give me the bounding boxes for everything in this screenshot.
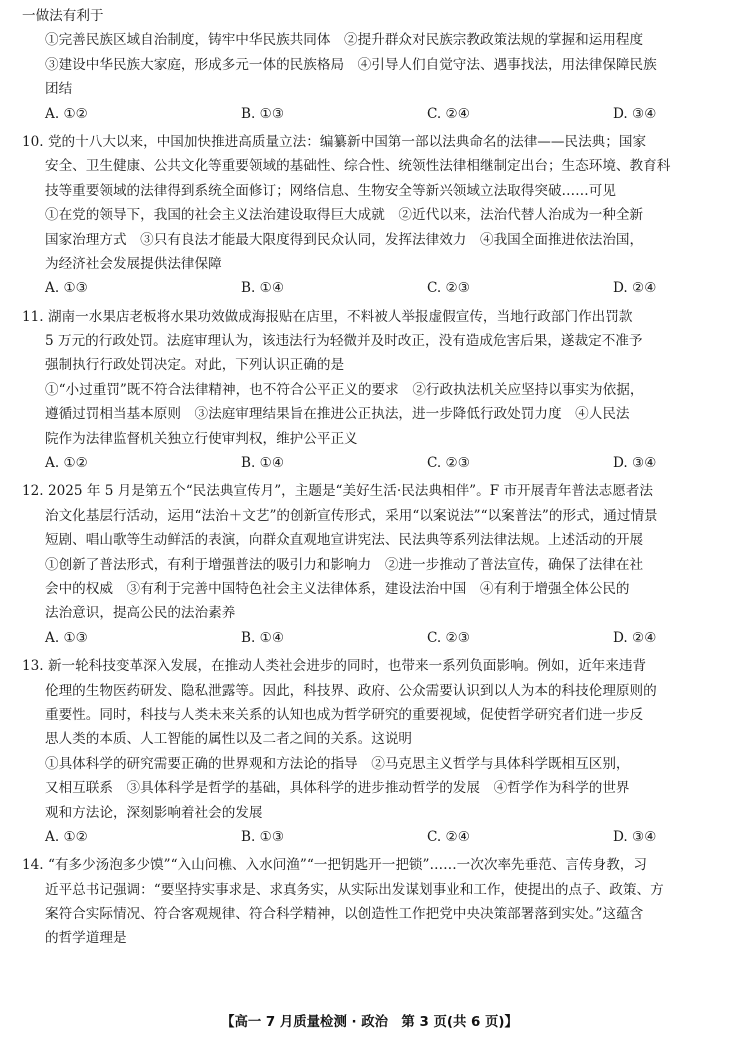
- statement-line: ①完善民族区域自治制度，铸牢中华民族共同体 ②提升群众对民族宗教政策法规的掌握和运用程度: [45, 32, 644, 49]
- statement-line: ①“小过重罚”既不符合法律精神，也不符合公平正义的要求 ②行政执法机关应坚持以事实为依据，: [45, 381, 644, 398]
- option-a[interactable]: A. ①③: [45, 629, 88, 646]
- option-b[interactable]: B. ①③: [241, 828, 285, 845]
- option-c[interactable]: C. ②③: [427, 629, 470, 646]
- question-stem-line: 一做法有利于: [22, 8, 104, 24]
- answer-options: [22, 825, 722, 849]
- statement-line: 观和方法论，深刻影响着社会的发展: [45, 804, 263, 821]
- option-b[interactable]: B. ①④: [241, 629, 285, 646]
- question-9-continuation: [22, 4, 722, 126]
- option-a[interactable]: A. ①③: [45, 280, 88, 297]
- statement-line: ①在党的领导下，我国的社会主义法治建设取得巨大成就 ②近代以来，法治代替人治成为一种全新: [45, 207, 644, 224]
- option-a[interactable]: A. ①②: [45, 105, 88, 122]
- statement-line: 遵循过罚相当基本原则 ③法庭审理结果旨在推进公正执法，进一步降低行政处罚力度 ④人民法: [45, 406, 630, 423]
- statement-line: 团结: [45, 81, 73, 98]
- option-c[interactable]: C. ②④: [427, 828, 470, 845]
- statement-line: 会中的权威 ③有利于完善中国特色社会主义法律体系，建设法治中国 ④有利于增强全体公民的: [45, 580, 630, 597]
- question-stem-line: 短剧、唱山歌等生动鲜活的表演，向群众直观地宣讲宪法、民法典等系列法律法规。上述活动的开展: [45, 532, 644, 549]
- statement-line: 院作为法律监督机关独立行使审判权，维护公平正义: [45, 430, 358, 447]
- option-c[interactable]: C. ②③: [427, 455, 470, 472]
- option-b[interactable]: B. ①④: [241, 280, 285, 297]
- option-d[interactable]: D. ②④: [613, 629, 657, 646]
- option-d[interactable]: D. ③④: [613, 105, 657, 122]
- statement-line: ③建设中华民族大家庭，形成多元一体的民族格局 ④引导人们自觉守法、遇事找法，用法律保障民族: [45, 56, 657, 73]
- question-stem-line: 11. 湖南一水果店老板将水果功效做成海报贴在店里，不料被人举报虚假宣传，当地行政部门作出罚款: [22, 308, 633, 325]
- question-stem-line: 思人类的本质、人工智能的属性以及二者之间的关系。这说明: [45, 731, 413, 748]
- option-a[interactable]: A. ①②: [45, 828, 88, 845]
- question-stem-line: 12. 2025 年 5 月是第五个“民法典宣传月”，主题是“美好生活·民法典相伴”。F 市开展青年普法志愿者法: [22, 483, 653, 500]
- answer-options: [22, 451, 722, 475]
- option-d[interactable]: D. ②④: [613, 280, 657, 297]
- question-stem-line: 的哲学道理是: [45, 930, 127, 947]
- statement-line: ①创新了普法形式，有利于增强普法的吸引力和影响力 ②进一步推动了普法宣传，确保了法律在社: [45, 556, 644, 573]
- question-stem-line: 近平总书记强调：“要坚持实事求是、求真务实，从实际出发谋划事业和工作，使提出的点子、政策、方: [45, 881, 664, 898]
- statement-line: 为经济社会发展提供法律保障: [45, 255, 222, 272]
- page-content: [22, 4, 722, 951]
- statement-line: 又相互联系 ③具体科学是哲学的基础，具体科学的进步推动哲学的发展 ④哲学作为科学的世界: [45, 780, 630, 797]
- statement-line: ①具体科学的研究需要正确的世界观和方法论的指导 ②马克思主义哲学与具体科学既相互区别，: [45, 755, 630, 772]
- answer-options: [22, 276, 722, 300]
- question-stem-line: 伦理的生物医药研发、隐私泄露等。因此，科技界、政府、公众需要认识到以人为本的科技伦理原则的: [45, 682, 657, 699]
- question-stem-line: 治文化基层行活动，运用“法治＋文艺”的创新宣传形式，采用“以案说法”“以案普法”的形式，通过情景: [45, 507, 658, 524]
- option-b[interactable]: B. ①④: [241, 455, 285, 472]
- statement-line: 法治意识，提高公民的法治素养: [45, 605, 236, 622]
- option-c[interactable]: C. ②③: [427, 280, 470, 297]
- question-stem-line: 强制执行行政处罚决定。对此，下列认识正确的是: [45, 357, 345, 374]
- option-b[interactable]: B. ①③: [241, 105, 285, 122]
- option-d[interactable]: D. ③④: [613, 455, 657, 472]
- option-d[interactable]: D. ③④: [613, 828, 657, 845]
- question-10: [22, 130, 722, 301]
- question-13: [22, 654, 722, 849]
- question-stem-line: 技等重要领域的法律得到系统全面修订；网络信息、生物安全等新兴领域立法取得突破……可见: [45, 182, 616, 199]
- question-stem-line: 安全、卫生健康、公共文化等重要领域的基础性、综合性、统领性法律相继制定出台；生态环境、教育科: [45, 158, 671, 175]
- answer-options: [22, 626, 722, 650]
- option-a[interactable]: A. ①②: [45, 455, 88, 472]
- question-stem-line: 14. “有多少汤泡多少馍”“入山问樵、入水问渔”“一把钥匙开一把锁”……一次次率先垂范、言传身教，习: [22, 857, 647, 874]
- question-14: [22, 853, 722, 951]
- page-footer: 【高一 7 月质量检测 · 政治 第 3 页(共 6 页)】: [221, 1015, 518, 1030]
- answer-options: [22, 102, 722, 126]
- question-stem-line: 案符合实际情况、符合客观规律、符合科学精神，以创造性工作把党中央决策部署落到实处。”这蕴含: [45, 906, 644, 923]
- question-stem-line: 13. 新一轮科技变革深入发展，在推动人类社会进步的同时，也带来一系列负面影响。例如，近年来违背: [22, 658, 647, 675]
- question-stem-line: 重要性。同时，科技与人类未来关系的认知也成为哲学研究的重要视域，促使哲学研究者们进一步反: [45, 706, 644, 723]
- question-11: [22, 305, 722, 476]
- question-12: [22, 479, 722, 650]
- statement-line: 国家治理方式 ③只有良法才能最大限度得到民众认同，发挥法律效力 ④我国全面推进依法治国，: [45, 231, 644, 248]
- question-stem-line: 5 万元的行政处罚。法庭审理认为，该违法行为轻微并及时改正，没有造成危害后果，遂裁定不准予: [45, 333, 643, 350]
- question-stem-line: 10. 党的十八大以来，中国加快推进高质量立法：编纂新中国第一部以法典命名的法律——民法典；国家: [22, 133, 647, 150]
- option-c[interactable]: C. ②④: [427, 105, 470, 122]
